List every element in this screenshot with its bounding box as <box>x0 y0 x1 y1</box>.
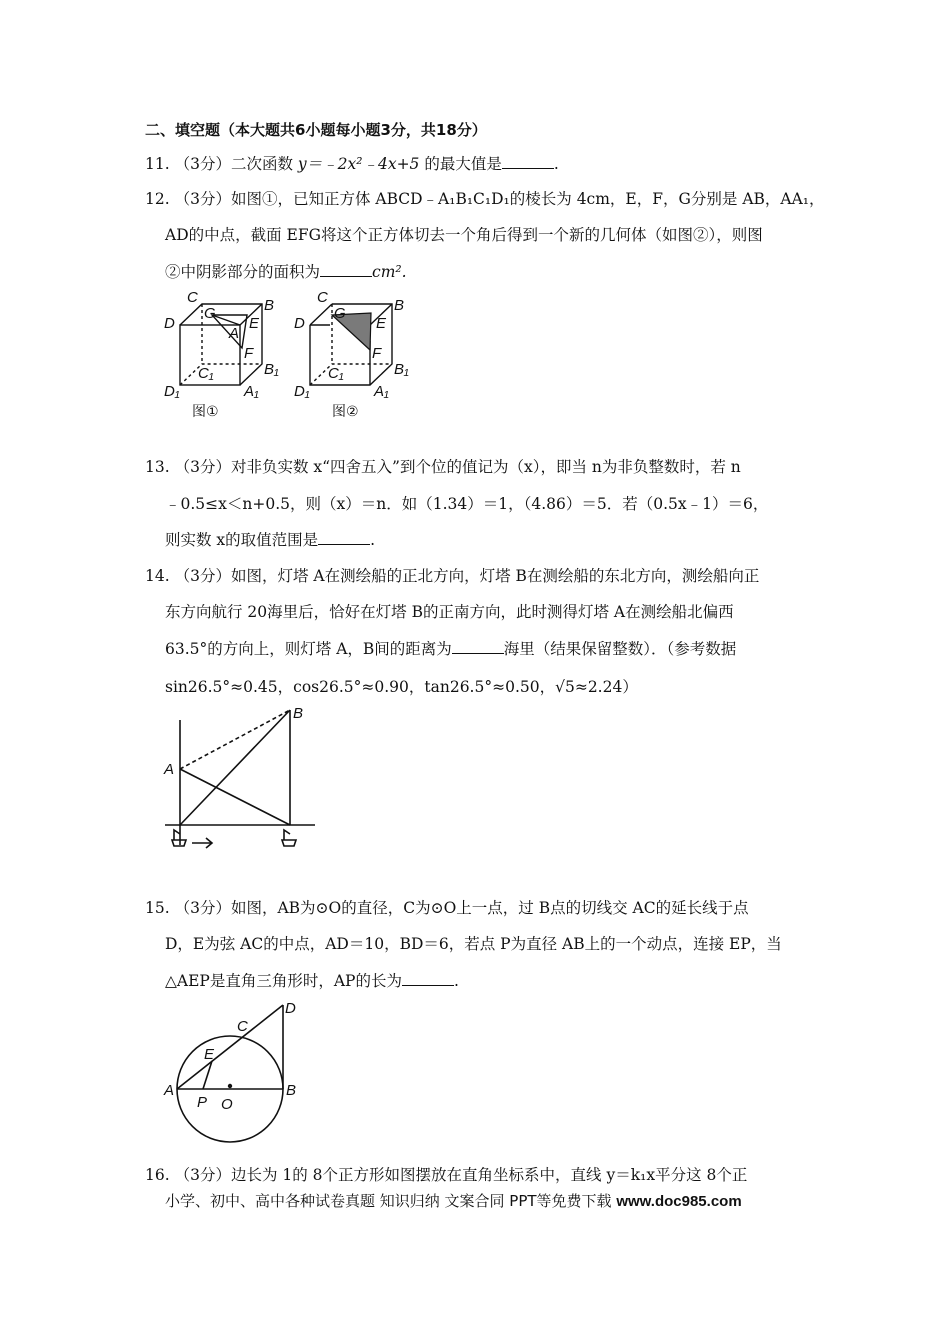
q13-line3a: 则实数 x的取值范围是 <box>165 531 319 549</box>
q12-line1: （3分）如图①，已知正方体 ABCD﹣A₁B₁C₁D₁的棱长为 4cm，E，F，G分别是 AB，AA₁， <box>174 190 825 208</box>
label: F <box>244 345 254 362</box>
label: D <box>285 1000 296 1017</box>
q14-answer-blank <box>452 639 504 654</box>
label: D₁ <box>164 383 180 400</box>
label: D <box>294 315 305 332</box>
q14-line3a: 63.5°的方向上，则灯塔 A，B间的距离为 <box>165 640 452 658</box>
question-13-line-3 <box>165 529 375 551</box>
q13-line2: ﹣0.5≤x＜n+0.5，则（x）＝n．如（1.34）＝1，（4.86）＝5．若（0.5x﹣1）＝6， <box>165 495 769 513</box>
question-16-line-1 <box>145 1164 747 1186</box>
label: B <box>394 297 405 314</box>
q12-line3b: cm². <box>372 263 407 281</box>
label: C <box>237 1018 248 1035</box>
label: A₁ <box>374 383 389 400</box>
footer <box>165 1190 742 1211</box>
question-12-line-1 <box>145 188 825 210</box>
question-15-line-1 <box>145 897 749 919</box>
label: P <box>197 1094 208 1111</box>
q15-line2: D，E为弦 AC的中点，AD＝10，BD＝6，若点 P为直径 AB上的一个动点，连接 EP，当 <box>165 935 782 953</box>
q14-number: 14. <box>145 567 170 585</box>
section-title: 二、填空题（本大题共6小题每小题3分，共18分） <box>145 121 487 139</box>
question-11 <box>145 153 559 175</box>
label: E <box>249 315 260 332</box>
label: B₁ <box>264 361 279 378</box>
label: B <box>286 1082 297 1099</box>
q15-line1: （3分）如图，AB为⊙O的直径，C为⊙O上一点，过 B点的切线交 AC的延长线于点 <box>174 899 749 917</box>
label: A₁ <box>244 383 259 400</box>
label: A <box>164 1082 175 1099</box>
footer-url[interactable]: www.doc985.com <box>616 1193 742 1210</box>
label: C₁ <box>328 365 344 382</box>
q11-number: 11. <box>145 155 170 173</box>
label: C₁ <box>198 365 214 382</box>
fig2-caption: 图② <box>332 404 359 420</box>
q11-end: . <box>553 155 559 173</box>
label: B <box>264 297 275 314</box>
question-13-line-1 <box>145 456 741 478</box>
q16-number: 16. <box>145 1166 170 1184</box>
q13-answer-blank <box>318 530 370 545</box>
label: D <box>164 315 175 332</box>
q11-text-a: （3分）二次函数 <box>174 155 298 173</box>
label: D₁ <box>294 383 310 400</box>
question-14-line-1 <box>145 565 759 587</box>
q15-line3b: . <box>453 972 459 990</box>
q12-answer-blank <box>320 262 372 277</box>
fig1-caption: 图① <box>192 404 219 420</box>
label: G <box>204 305 216 322</box>
label: C <box>187 289 198 306</box>
q12-cube-figures <box>160 288 440 423</box>
q13-number: 13. <box>145 458 170 476</box>
label-b: B <box>293 705 304 722</box>
q13-line3b: . <box>370 531 376 549</box>
q15-answer-blank <box>402 971 454 986</box>
label: F <box>372 345 382 362</box>
label: C <box>317 289 328 306</box>
q12-line3a: ②中阴影部分的面积为 <box>165 263 321 281</box>
q12-line2: AD的中点，截面 EFG将这个正方体切去一个角后得到一个新的几何体（如图②），则图 <box>165 226 763 244</box>
q15-number: 15. <box>145 899 170 917</box>
q14-lighthouse-figure <box>160 700 330 862</box>
q11-answer-blank <box>502 154 554 169</box>
q14-line1: （3分）如图，灯塔 A在测绘船的正北方向，灯塔 B在测绘船的东北方向，测绘船向正 <box>174 567 760 585</box>
footer-text: 小学、初中、高中各种试卷真题 知识归纳 文案合同 PPT等免费下载 <box>165 1192 617 1210</box>
q16-line1: （3分）边长为 1的 8个正方形如图摆放在直角坐标系中，直线 y＝k₁x平分这 8个正 <box>174 1166 748 1184</box>
question-15-line-3 <box>165 970 459 992</box>
label: E <box>376 315 387 332</box>
q12-number: 12. <box>145 190 170 208</box>
center-point <box>228 1084 232 1088</box>
question-12-line-3 <box>165 261 407 283</box>
label: E <box>204 1046 215 1063</box>
q14-line3b: 海里（结果保留整数）．（参考数据 <box>503 640 737 658</box>
q14-line2: 东方向航行 20海里后，恰好在灯塔 B的正南方向，此时测得灯塔 A在测绘船北偏西 <box>165 603 734 621</box>
q15-circle-figure <box>160 995 310 1145</box>
label: G <box>334 305 346 322</box>
label: A <box>229 325 240 342</box>
label-a: A <box>164 761 175 778</box>
label: B₁ <box>394 361 409 378</box>
q13-line1: （3分）对非负实数 x“四舍五入”到个位的值记为（x），即当 n为非负整数时，若 n <box>174 458 741 476</box>
label: O <box>221 1096 233 1113</box>
q11-text-b: 的最大值是 <box>419 155 502 173</box>
q11-formula: y＝﹣2x²﹣4x+5 <box>297 155 420 173</box>
q14-line4: sin26.5°≈0.45，cos26.5°≈0.90，tan26.5°≈0.50，√5≈2.24） <box>165 678 638 696</box>
q15-line3a: △AEP是直角三角形时，AP的长为 <box>165 972 402 990</box>
question-14-line-3 <box>165 638 736 660</box>
